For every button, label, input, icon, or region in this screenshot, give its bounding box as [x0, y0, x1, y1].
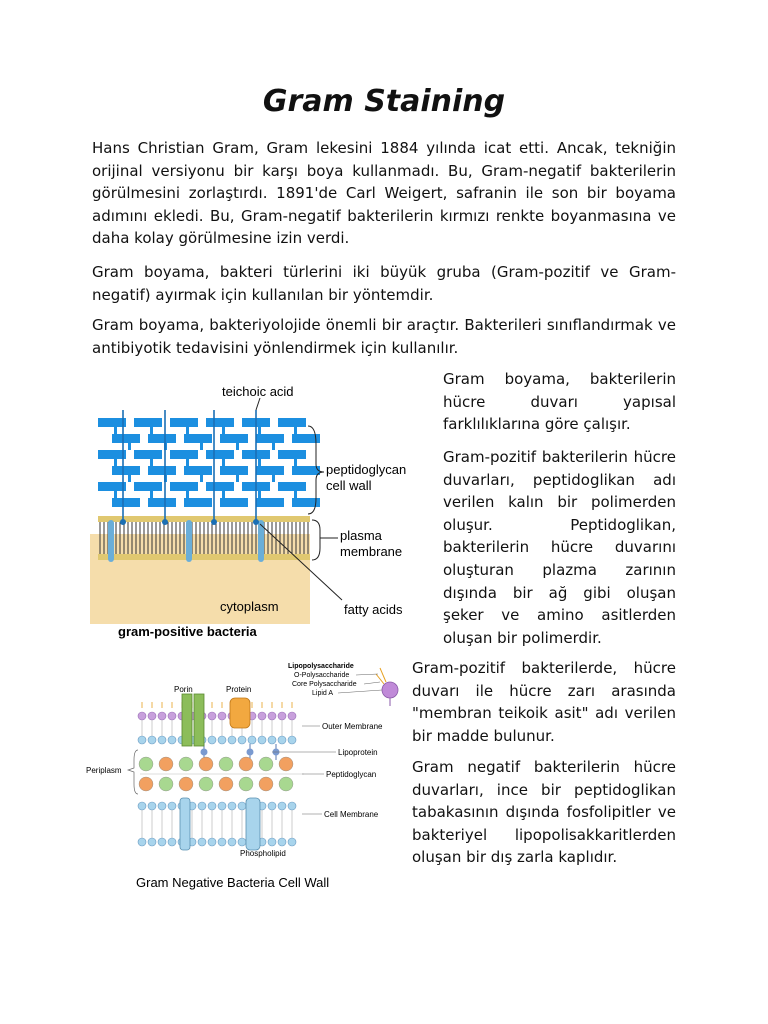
label-teichoic-acid: teichoic acid — [222, 384, 294, 399]
page-title: Gram Staining — [262, 84, 506, 119]
label-outer-membrane: Outer Membrane — [322, 722, 383, 731]
label-membrane: membrane — [340, 544, 403, 559]
label-cell-wall: cell wall — [326, 478, 372, 493]
label-periplasm: Periplasm — [86, 766, 122, 775]
label-cell-membrane: Cell Membrane — [324, 810, 379, 819]
label-phospholipid: Phospholipid — [240, 849, 286, 858]
paragraph-teichoic: Gram-pozitif bakterilerde, hücre duvarı ile hücre zarı arasında "membran teikoik asit" adı verilen bir madde bulunur. — [412, 659, 676, 745]
label-lipopolysaccharide: Lipopolysaccharide — [288, 663, 354, 670]
label-peptidoglycan-neg: Peptidoglycan — [326, 770, 377, 779]
lps-structure — [376, 668, 398, 706]
label-cytoplasm: cytoplasm — [220, 599, 279, 614]
paragraph-gram-positive: Gram-pozitif bakterilerin hücre duvarları, peptidoglikan adı verilen kalın bir polimerden oluşur. Peptidoglikan, bakterilerin hücre duvarını oluşturan plazma zarının dışında bir ağ gibi oluşan şeker ve amino asitlerden oluşan bir polimerdir. — [443, 448, 676, 647]
label-fatty-acids: fatty acids — [344, 602, 403, 617]
membrane-protein — [246, 798, 260, 850]
label-lipid-a: Lipid A — [312, 690, 334, 697]
label-lipoprotein: Lipoprotein — [338, 748, 378, 757]
peptidoglycan-layer — [139, 757, 304, 791]
paragraph-gram-negative: Gram negatif bakterilerin hücre duvarları, ince bir peptidoglikan tabakasının dışında fosfolipitler ve bakteriyel lipopolisakkaritlerden oluşan bir dış zarla kaplıdır. — [412, 758, 676, 867]
protein-block — [230, 698, 250, 728]
label-porin: Porin — [174, 685, 193, 694]
label-protein: Protein — [226, 685, 252, 694]
caption-gram-positive: gram-positive bacteria — [118, 624, 257, 639]
porin-protein — [182, 694, 192, 746]
label-core-polysaccharide: Core Polysaccharide — [292, 681, 357, 688]
paragraph-mechanism: Gram boyama, bakterilerin hücre duvarı yapısal farklılıklarına göre çalışır. — [443, 370, 676, 434]
paragraph-history: Hans Christian Gram, Gram lekesini 1884 yılında icat etti. Ancak, tekniğin orijinal versiyonu bir karşı boya kullanmadı. Bu, Gram-negatif bakterilerin görülmesini zorlaştırdı. 1891'de Carl Weigert, safranin ile son bir boyama adımını ekledi. Bu, Gram-negatif bakterilerin kırmızı renkte boyanmasına ve daha kolay görülmesine izin verdi. — [92, 139, 676, 248]
peptidoglycan-mesh — [98, 418, 320, 507]
cell-membrane-layer — [138, 802, 296, 846]
label-peptidoglycan: peptidoglycan — [326, 462, 407, 477]
caption-gram-negative: Gram Negative Bacteria Cell Wall — [136, 875, 330, 890]
paragraph-definition: Gram boyama, bakteri türlerini iki büyük gruba (Gram-pozitif ve Gram-negatif) ayırmak için kullanılan bir yöntemdir. — [92, 263, 676, 304]
paragraph-importance: Gram boyama, bakteriyolojide önemli bir araçtır. Bakterileri sınıflandırmak ve antibiyotik tedavisini yönlendirmek için kullanılır. — [92, 316, 676, 357]
gram-positive-diagram — [90, 374, 430, 644]
outer-membrane-layer — [138, 702, 296, 760]
label-o-polysaccharide: O-Polysaccharide — [294, 672, 350, 679]
gram-negative-diagram — [80, 660, 400, 900]
label-plasma: plasma — [340, 528, 382, 543]
